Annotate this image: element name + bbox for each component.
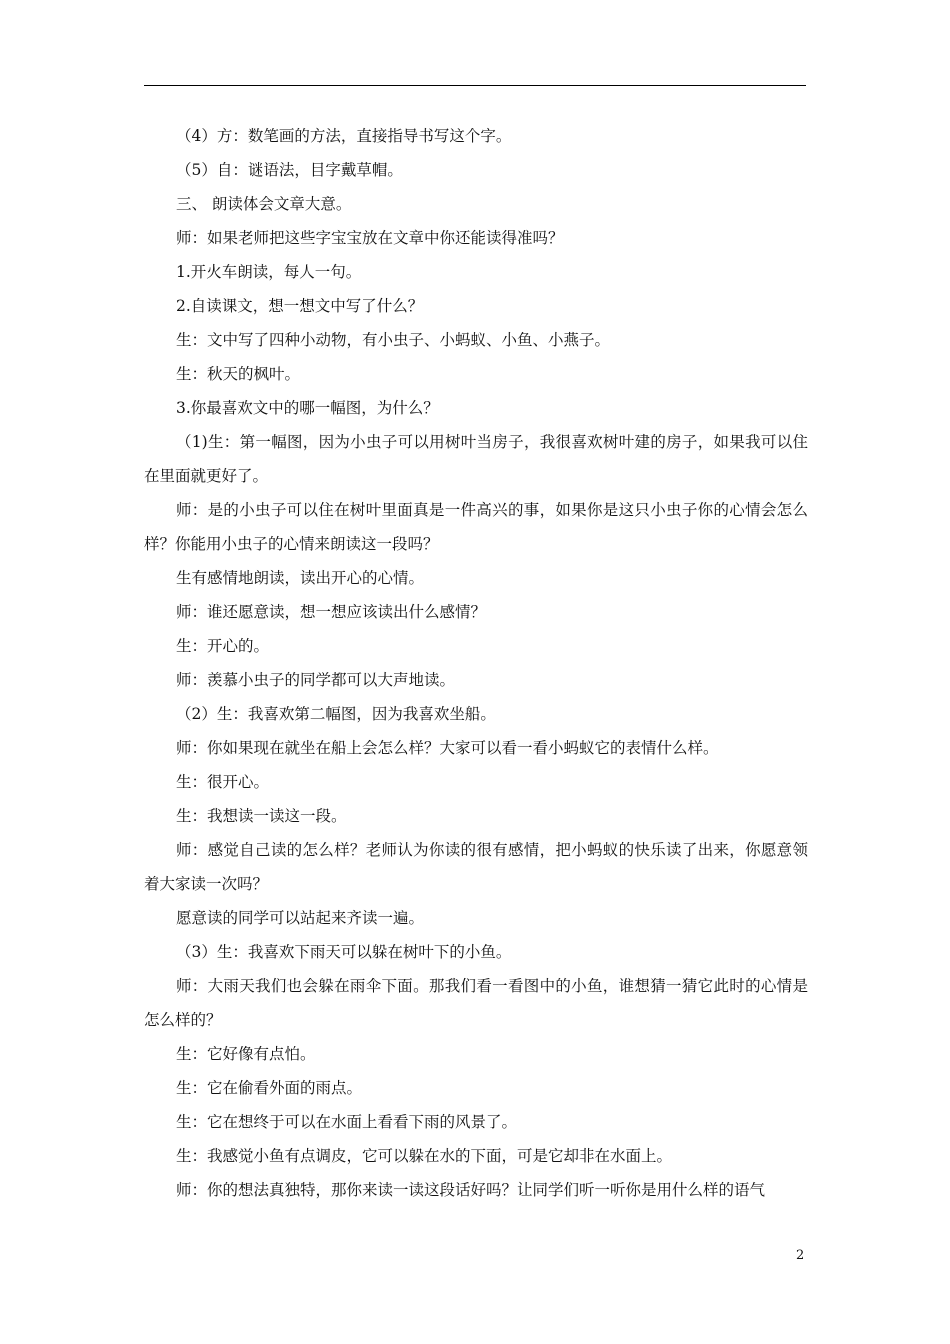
paragraph: 师：你如果现在就坐在船上会怎么样？大家可以看一看小蚂蚁它的表情什么样。 (176, 739, 719, 757)
paragraph: 师：你的想法真独特，那你来读一读这段话好吗？让同学们听一听你是用什么样的语气 (176, 1181, 766, 1199)
paragraph: 生：秋天的枫叶。 (176, 365, 301, 383)
paragraph: 师：羡慕小虫子的同学都可以大声地读。 (176, 671, 456, 689)
paragraph: 2.自读课文，想一想文中写了什么？ (176, 297, 424, 315)
paragraph: 师：是的小虫子可以住在树叶里面真是一件高兴的事，如果你是这只小虫子你的心情会怎么样？你能用小虫子的心情来朗读这一段吗？ (144, 501, 808, 553)
document-body (144, 119, 808, 1207)
paragraph: 师：如果老师把这些字宝宝放在文章中你还能读得准吗？ (176, 229, 564, 247)
paragraph: 生：文中写了四种小动物，有小虫子、小蚂蚁、小鱼、小燕子。 (176, 331, 611, 349)
paragraph: （4）方：数笔画的方法，直接指导书写这个字。 (176, 127, 512, 145)
paragraph: 师：感觉自己读的怎么样？老师认为你读的很有感情，把小蚂蚁的快乐读了出来，你愿意领着大家读一次吗？ (144, 841, 808, 893)
paragraph: 生：我感觉小鱼有点调皮，它可以躲在水的下面，可是它却非在水面上。 (176, 1147, 673, 1165)
paragraph: 生：它在想终于可以在水面上看看下雨的风景了。 (176, 1113, 518, 1131)
paragraph: 生：我想读一读这一段。 (176, 807, 347, 825)
paragraph: （3）生：我喜欢下雨天可以躲在树叶下的小鱼。 (176, 943, 512, 961)
paragraph: （2）生：我喜欢第二幅图，因为我喜欢坐船。 (176, 705, 496, 723)
section-heading: 三、 朗读体会文章大意。 (176, 195, 352, 213)
paragraph: 生：它在偷看外面的雨点。 (176, 1079, 363, 1097)
paragraph: 1.开火车朗读，每人一句。 (176, 263, 362, 281)
page-number: 2 (796, 1248, 805, 1263)
paragraph: 生：它好像有点怕。 (176, 1045, 316, 1063)
paragraph: 师：谁还愿意读，想一想应该读出什么感情？ (176, 603, 487, 621)
paragraph: （5）自：谜语法，目字戴草帽。 (176, 161, 403, 179)
paragraph: （1)生：第一幅图，因为小虫子可以用树叶当房子，我很喜欢树叶建的房子，如果我可以住在里面就更好了。 (144, 433, 808, 485)
paragraph: 愿意读的同学可以站起来齐读一遍。 (176, 909, 425, 927)
paragraph: 3.你最喜欢文中的哪一幅图，为什么？ (176, 399, 439, 417)
paragraph: 生有感情地朗读，读出开心的心情。 (176, 569, 425, 587)
header-rule (144, 85, 806, 86)
paragraph: 生：开心的。 (176, 637, 270, 655)
paragraph: 师：大雨天我们也会躲在雨伞下面。那我们看一看图中的小鱼，谁想猜一猜它此时的心情是怎么样的？ (144, 977, 808, 1029)
paragraph: 生：很开心。 (176, 773, 270, 791)
